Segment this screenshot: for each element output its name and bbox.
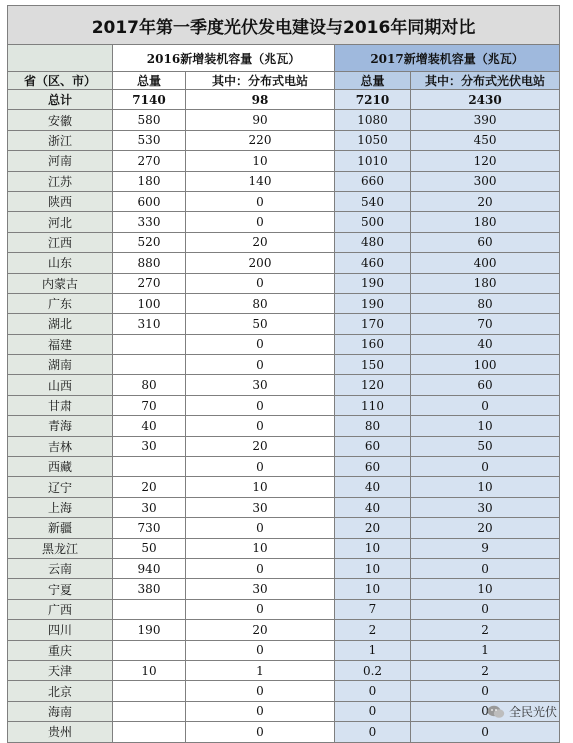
province-cell: 重庆 xyxy=(8,640,113,660)
total-2016-cell: 580 xyxy=(113,110,186,130)
distributed-2016-cell: 0 xyxy=(186,558,335,578)
total-2016-cell: 730 xyxy=(113,518,186,538)
distributed-2016-cell: 50 xyxy=(186,314,335,334)
distributed-2017-cell: 0 xyxy=(411,395,560,415)
table-row xyxy=(8,722,560,742)
province-cell: 河南 xyxy=(8,151,113,171)
distributed-2017-cell: 2 xyxy=(411,660,560,680)
table-row xyxy=(8,620,560,640)
province-cell: 山西 xyxy=(8,375,113,395)
table-row xyxy=(8,130,560,150)
distributed-2017-cell: 10 xyxy=(411,579,560,599)
distributed-2017-cell: 2430 xyxy=(411,90,560,110)
table-row xyxy=(8,395,560,415)
table-row xyxy=(8,273,560,293)
header-2017-distributed: 其中：分布式光伏电站 xyxy=(411,72,560,90)
table-row xyxy=(8,497,560,517)
header-province: 省（区、市） xyxy=(8,72,113,90)
province-cell: 山东 xyxy=(8,253,113,273)
total-2016-cell xyxy=(113,334,186,354)
province-cell: 上海 xyxy=(8,497,113,517)
distributed-2017-cell: 60 xyxy=(411,232,560,252)
total-2017-cell: 7210 xyxy=(335,90,411,110)
province-cell: 内蒙古 xyxy=(8,273,113,293)
distributed-2016-cell: 10 xyxy=(186,151,335,171)
province-cell: 北京 xyxy=(8,681,113,701)
distributed-2016-cell: 0 xyxy=(186,518,335,538)
table-row xyxy=(8,660,560,680)
distributed-2017-cell: 60 xyxy=(411,375,560,395)
table-row xyxy=(8,681,560,701)
total-2017-cell: 190 xyxy=(335,273,411,293)
distributed-2017-cell: 0 xyxy=(411,701,560,721)
total-2017-cell: 40 xyxy=(335,477,411,497)
distributed-2017-cell: 0 xyxy=(411,722,560,742)
table-row xyxy=(8,558,560,578)
distributed-2016-cell: 90 xyxy=(186,110,335,130)
total-2016-cell: 10 xyxy=(113,660,186,680)
distributed-2017-cell: 300 xyxy=(411,171,560,191)
province-cell: 四川 xyxy=(8,620,113,640)
distributed-2016-cell: 0 xyxy=(186,273,335,293)
distributed-2016-cell: 0 xyxy=(186,701,335,721)
total-2017-cell: 460 xyxy=(335,253,411,273)
header-corner xyxy=(8,45,113,72)
distributed-2017-cell: 10 xyxy=(411,416,560,436)
total-2016-cell xyxy=(113,599,186,619)
comparison-sheet xyxy=(7,5,559,743)
distributed-2016-cell: 0 xyxy=(186,457,335,477)
distributed-2016-cell: 0 xyxy=(186,599,335,619)
total-2016-cell: 7140 xyxy=(113,90,186,110)
distributed-2017-cell: 9 xyxy=(411,538,560,558)
total-2017-cell: 7 xyxy=(335,599,411,619)
total-2016-cell: 80 xyxy=(113,375,186,395)
total-2017-cell: 2 xyxy=(335,620,411,640)
total-2016-cell: 330 xyxy=(113,212,186,232)
table-row xyxy=(8,375,560,395)
distributed-2016-cell: 1 xyxy=(186,660,335,680)
distributed-2017-cell: 40 xyxy=(411,334,560,354)
distributed-2016-cell: 20 xyxy=(186,232,335,252)
header-2016-total: 总量 xyxy=(113,72,186,90)
province-cell: 湖北 xyxy=(8,314,113,334)
province-cell: 陕西 xyxy=(8,191,113,211)
total-2017-cell: 1050 xyxy=(335,130,411,150)
table-row xyxy=(8,212,560,232)
total-2016-cell xyxy=(113,355,186,375)
table-row xyxy=(8,110,560,130)
total-2016-cell: 50 xyxy=(113,538,186,558)
total-2016-cell: 270 xyxy=(113,273,186,293)
distributed-2017-cell: 450 xyxy=(411,130,560,150)
total-2017-cell: 160 xyxy=(335,334,411,354)
distributed-2017-cell: 180 xyxy=(411,212,560,232)
distributed-2016-cell: 0 xyxy=(186,681,335,701)
total-2017-cell: 0 xyxy=(335,701,411,721)
total-2017-cell: 660 xyxy=(335,171,411,191)
total-2017-cell: 150 xyxy=(335,355,411,375)
distributed-2017-cell: 10 xyxy=(411,477,560,497)
distributed-2016-cell: 20 xyxy=(186,620,335,640)
total-2016-cell: 100 xyxy=(113,293,186,313)
distributed-2016-cell: 30 xyxy=(186,579,335,599)
province-cell: 贵州 xyxy=(8,722,113,742)
total-2016-cell: 530 xyxy=(113,130,186,150)
table-row xyxy=(8,599,560,619)
total-2017-cell: 10 xyxy=(335,538,411,558)
total-2017-cell: 190 xyxy=(335,293,411,313)
distributed-2017-cell: 0 xyxy=(411,681,560,701)
table-row xyxy=(8,171,560,191)
table-row xyxy=(8,232,560,252)
province-cell: 福建 xyxy=(8,334,113,354)
total-2017-cell: 170 xyxy=(335,314,411,334)
total-2016-cell: 190 xyxy=(113,620,186,640)
province-cell: 广东 xyxy=(8,293,113,313)
header-2016: 2016新增装机容量（兆瓦） xyxy=(113,45,335,72)
total-2017-cell: 500 xyxy=(335,212,411,232)
header-2016-distributed: 其中：分布式电站 xyxy=(186,72,335,90)
distributed-2016-cell: 0 xyxy=(186,640,335,660)
table-title: 2017年第一季度光伏发电建设与2016年同期对比 xyxy=(8,6,560,45)
distributed-2016-cell: 0 xyxy=(186,355,335,375)
total-2016-cell: 30 xyxy=(113,497,186,517)
total-2017-cell: 120 xyxy=(335,375,411,395)
province-cell: 湖南 xyxy=(8,355,113,375)
total-2017-cell: 0 xyxy=(335,722,411,742)
distributed-2016-cell: 220 xyxy=(186,130,335,150)
total-2017-cell: 1010 xyxy=(335,151,411,171)
province-cell: 河北 xyxy=(8,212,113,232)
total-row xyxy=(8,90,560,110)
province-cell: 江苏 xyxy=(8,171,113,191)
watermark xyxy=(487,703,557,720)
wechat-icon xyxy=(487,705,505,719)
distributed-2016-cell: 20 xyxy=(186,436,335,456)
distributed-2016-cell: 10 xyxy=(186,538,335,558)
table-row xyxy=(8,579,560,599)
distributed-2016-cell: 0 xyxy=(186,212,335,232)
table-row xyxy=(8,518,560,538)
distributed-2017-cell: 50 xyxy=(411,436,560,456)
province-cell: 云南 xyxy=(8,558,113,578)
distributed-2017-cell: 400 xyxy=(411,253,560,273)
table-row xyxy=(8,538,560,558)
total-2017-cell: 110 xyxy=(335,395,411,415)
table-row xyxy=(8,457,560,477)
distributed-2017-cell: 2 xyxy=(411,620,560,640)
total-2016-cell: 270 xyxy=(113,151,186,171)
distributed-2016-cell: 0 xyxy=(186,416,335,436)
province-cell: 辽宁 xyxy=(8,477,113,497)
header-2017-total: 总量 xyxy=(335,72,411,90)
total-2016-cell: 600 xyxy=(113,191,186,211)
distributed-2017-cell: 120 xyxy=(411,151,560,171)
total-2017-cell: 1 xyxy=(335,640,411,660)
province-cell: 青海 xyxy=(8,416,113,436)
header-2017: 2017新增装机容量（兆瓦） xyxy=(335,45,560,72)
province-cell: 黑龙江 xyxy=(8,538,113,558)
province-cell: 总计 xyxy=(8,90,113,110)
table-row xyxy=(8,355,560,375)
province-cell: 宁夏 xyxy=(8,579,113,599)
total-2017-cell: 540 xyxy=(335,191,411,211)
province-cell: 广西 xyxy=(8,599,113,619)
watermark-text: 全民光伏 xyxy=(509,703,557,720)
distributed-2017-cell: 0 xyxy=(411,558,560,578)
distributed-2017-cell: 180 xyxy=(411,273,560,293)
distributed-2016-cell: 30 xyxy=(186,497,335,517)
total-2017-cell: 480 xyxy=(335,232,411,252)
table-row xyxy=(8,334,560,354)
province-cell: 天津 xyxy=(8,660,113,680)
distributed-2016-cell: 10 xyxy=(186,477,335,497)
distributed-2016-cell: 0 xyxy=(186,334,335,354)
total-2017-cell: 40 xyxy=(335,497,411,517)
total-2017-cell: 1080 xyxy=(335,110,411,130)
distributed-2017-cell: 20 xyxy=(411,518,560,538)
distributed-2016-cell: 0 xyxy=(186,722,335,742)
distributed-2017-cell: 80 xyxy=(411,293,560,313)
total-2016-cell: 310 xyxy=(113,314,186,334)
table-row xyxy=(8,293,560,313)
distributed-2017-cell: 0 xyxy=(411,457,560,477)
total-2017-cell: 60 xyxy=(335,436,411,456)
distributed-2017-cell: 70 xyxy=(411,314,560,334)
table-row xyxy=(8,416,560,436)
table-body xyxy=(8,90,560,743)
table-row xyxy=(8,191,560,211)
table-row xyxy=(8,253,560,273)
total-2016-cell: 940 xyxy=(113,558,186,578)
total-2017-cell: 0.2 xyxy=(335,660,411,680)
distributed-2016-cell: 200 xyxy=(186,253,335,273)
province-cell: 安徽 xyxy=(8,110,113,130)
total-2016-cell: 880 xyxy=(113,253,186,273)
total-2016-cell: 520 xyxy=(113,232,186,252)
total-2016-cell: 70 xyxy=(113,395,186,415)
distributed-2016-cell: 140 xyxy=(186,171,335,191)
total-2017-cell: 10 xyxy=(335,579,411,599)
comparison-table xyxy=(7,5,560,743)
table-row xyxy=(8,314,560,334)
table-row xyxy=(8,477,560,497)
province-cell: 甘肃 xyxy=(8,395,113,415)
province-cell: 浙江 xyxy=(8,130,113,150)
distributed-2017-cell: 390 xyxy=(411,110,560,130)
total-2016-cell: 40 xyxy=(113,416,186,436)
total-2017-cell: 10 xyxy=(335,558,411,578)
distributed-2016-cell: 30 xyxy=(186,375,335,395)
table-row xyxy=(8,640,560,660)
total-2016-cell: 380 xyxy=(113,579,186,599)
total-2016-cell xyxy=(113,640,186,660)
province-cell: 江西 xyxy=(8,232,113,252)
distributed-2017-cell: 0 xyxy=(411,599,560,619)
table-row xyxy=(8,701,560,721)
distributed-2016-cell: 98 xyxy=(186,90,335,110)
total-2017-cell: 80 xyxy=(335,416,411,436)
total-2016-cell: 180 xyxy=(113,171,186,191)
total-2016-cell xyxy=(113,701,186,721)
total-2016-cell xyxy=(113,681,186,701)
province-cell: 西藏 xyxy=(8,457,113,477)
distributed-2016-cell: 0 xyxy=(186,395,335,415)
total-2016-cell xyxy=(113,457,186,477)
table-row xyxy=(8,151,560,171)
distributed-2017-cell: 30 xyxy=(411,497,560,517)
province-cell: 海南 xyxy=(8,701,113,721)
distributed-2016-cell: 80 xyxy=(186,293,335,313)
distributed-2017-cell: 1 xyxy=(411,640,560,660)
total-2017-cell: 0 xyxy=(335,681,411,701)
total-2016-cell: 20 xyxy=(113,477,186,497)
total-2016-cell xyxy=(113,722,186,742)
total-2017-cell: 60 xyxy=(335,457,411,477)
province-cell: 新疆 xyxy=(8,518,113,538)
distributed-2017-cell: 100 xyxy=(411,355,560,375)
total-2017-cell: 20 xyxy=(335,518,411,538)
table-row xyxy=(8,436,560,456)
distributed-2016-cell: 0 xyxy=(186,191,335,211)
province-cell: 吉林 xyxy=(8,436,113,456)
distributed-2017-cell: 20 xyxy=(411,191,560,211)
total-2016-cell: 30 xyxy=(113,436,186,456)
